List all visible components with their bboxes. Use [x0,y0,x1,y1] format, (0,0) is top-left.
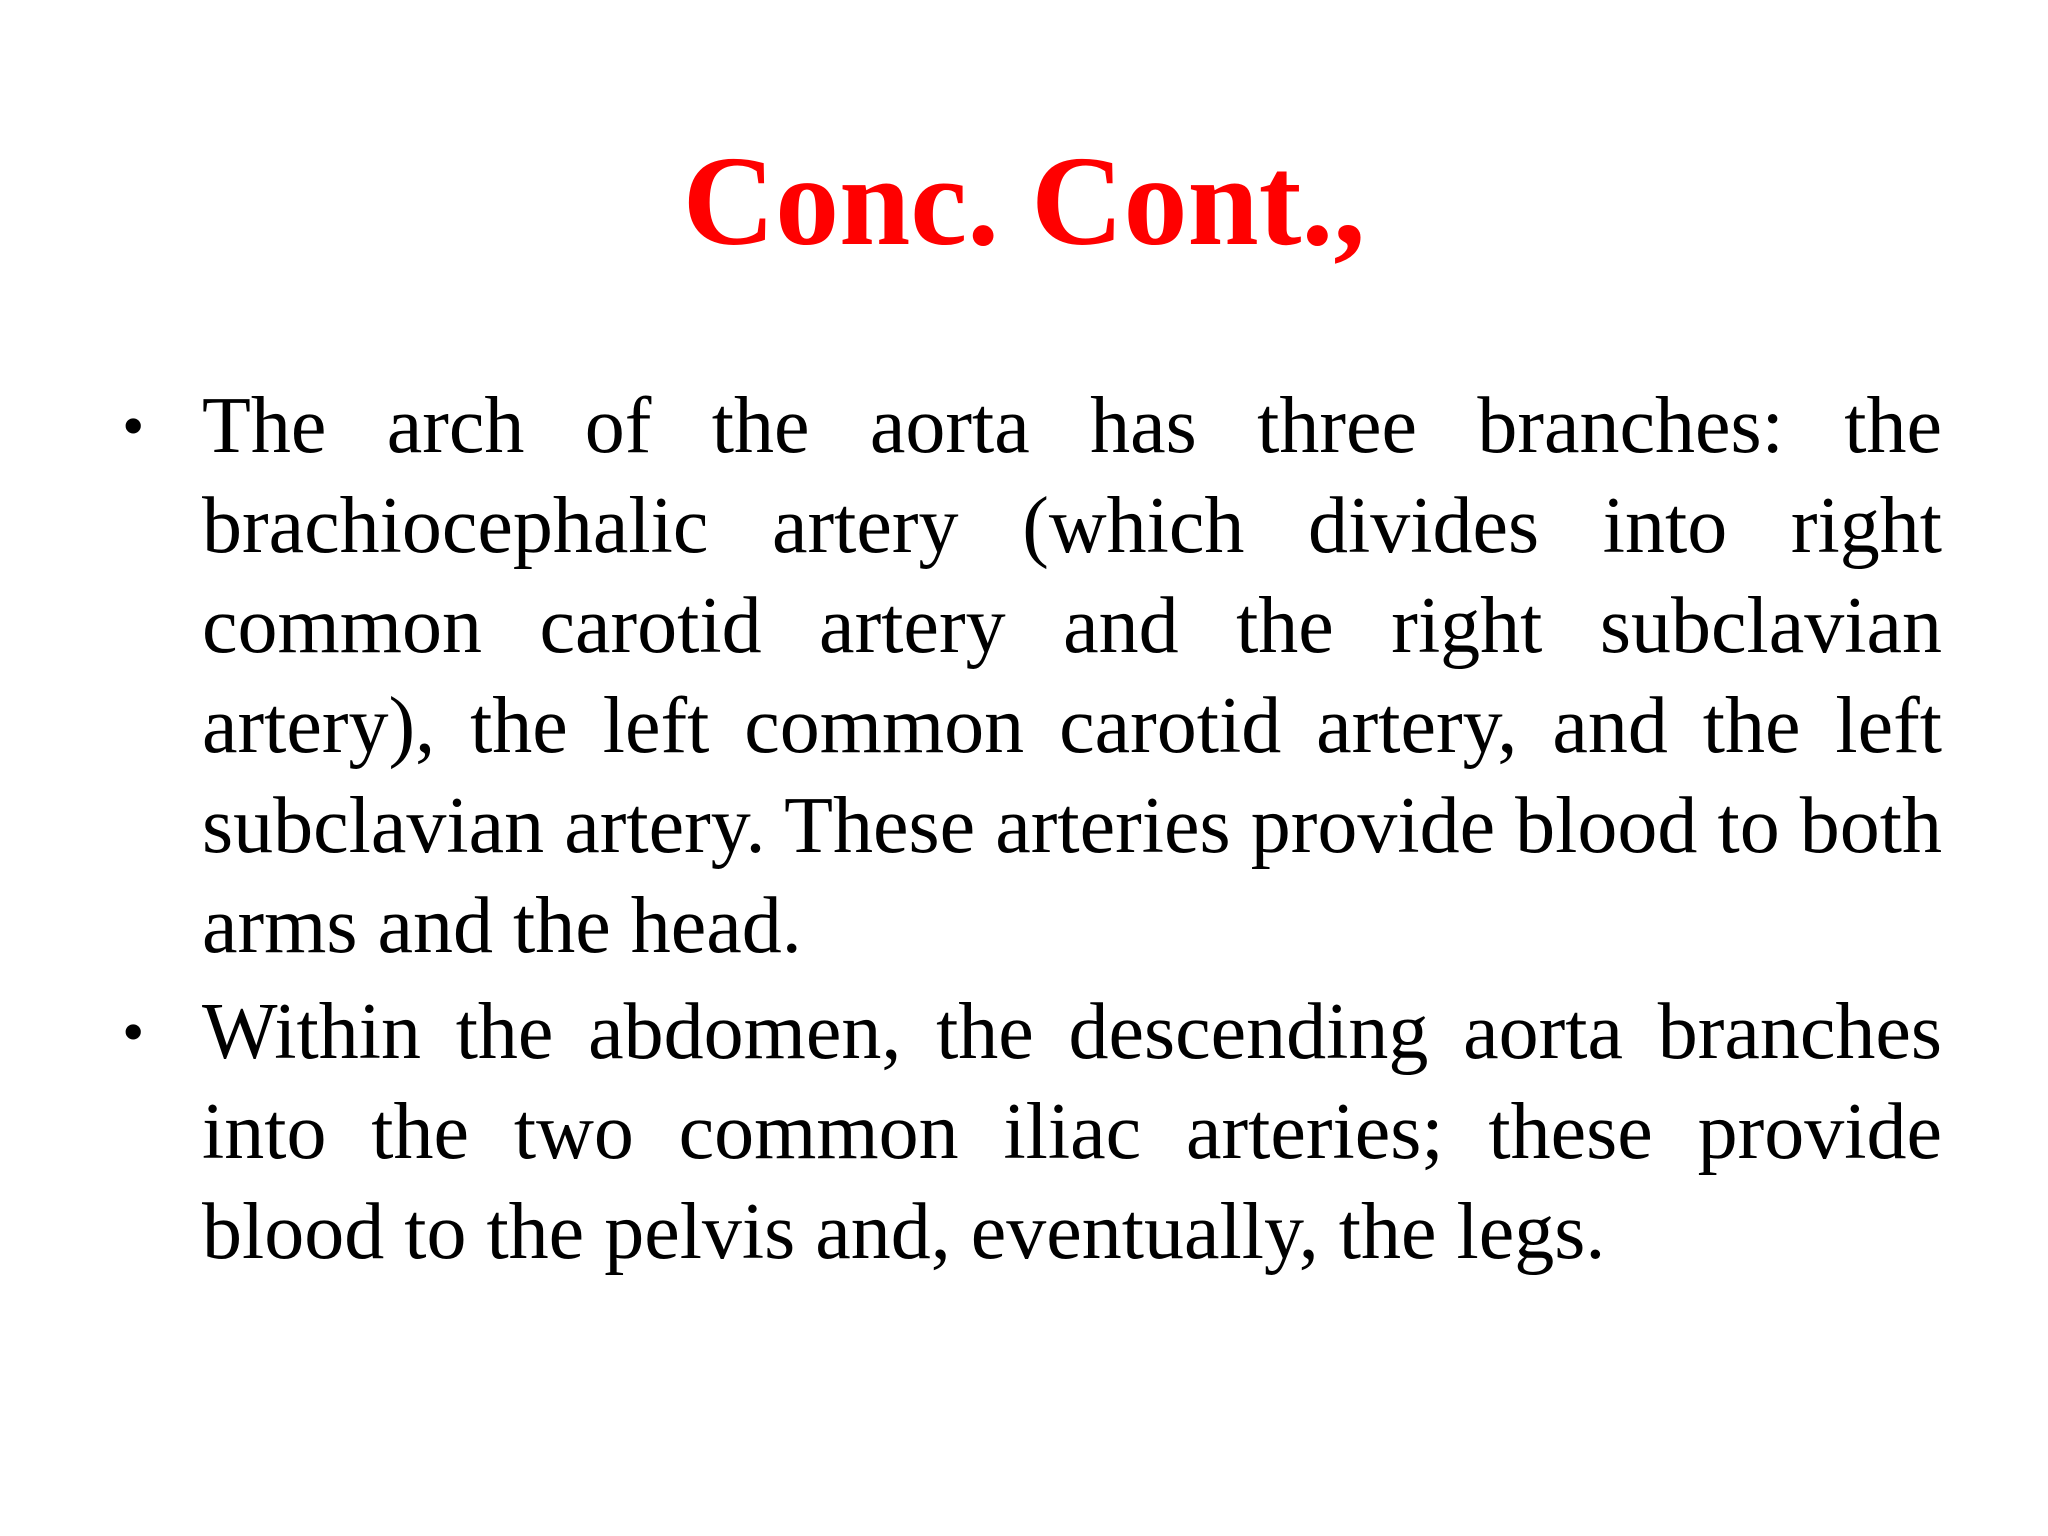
slide-title: Conc. Cont., [682,130,1366,272]
bullet-list [122,376,1942,1288]
bullet-item-descending-aorta [122,982,1942,1282]
bullet-item-aortic-arch [122,376,1942,976]
bullet-text: Within the abdomen, the descending aorta branches into the two common iliac arteries; these provide blood to the pelvis and, eventually, the legs. [202,988,1942,1276]
bullet-text: The arch of the aorta has three branches: the brachiocephalic artery (which divides into right common carotid artery and the right subclavian artery), the left common carotid artery, and the left subclavian artery. These arteries provide blood to both arms and the head. [202,382,1942,970]
bullet-dot-icon: • [122,390,145,461]
bullet-dot-icon: • [122,996,145,1067]
